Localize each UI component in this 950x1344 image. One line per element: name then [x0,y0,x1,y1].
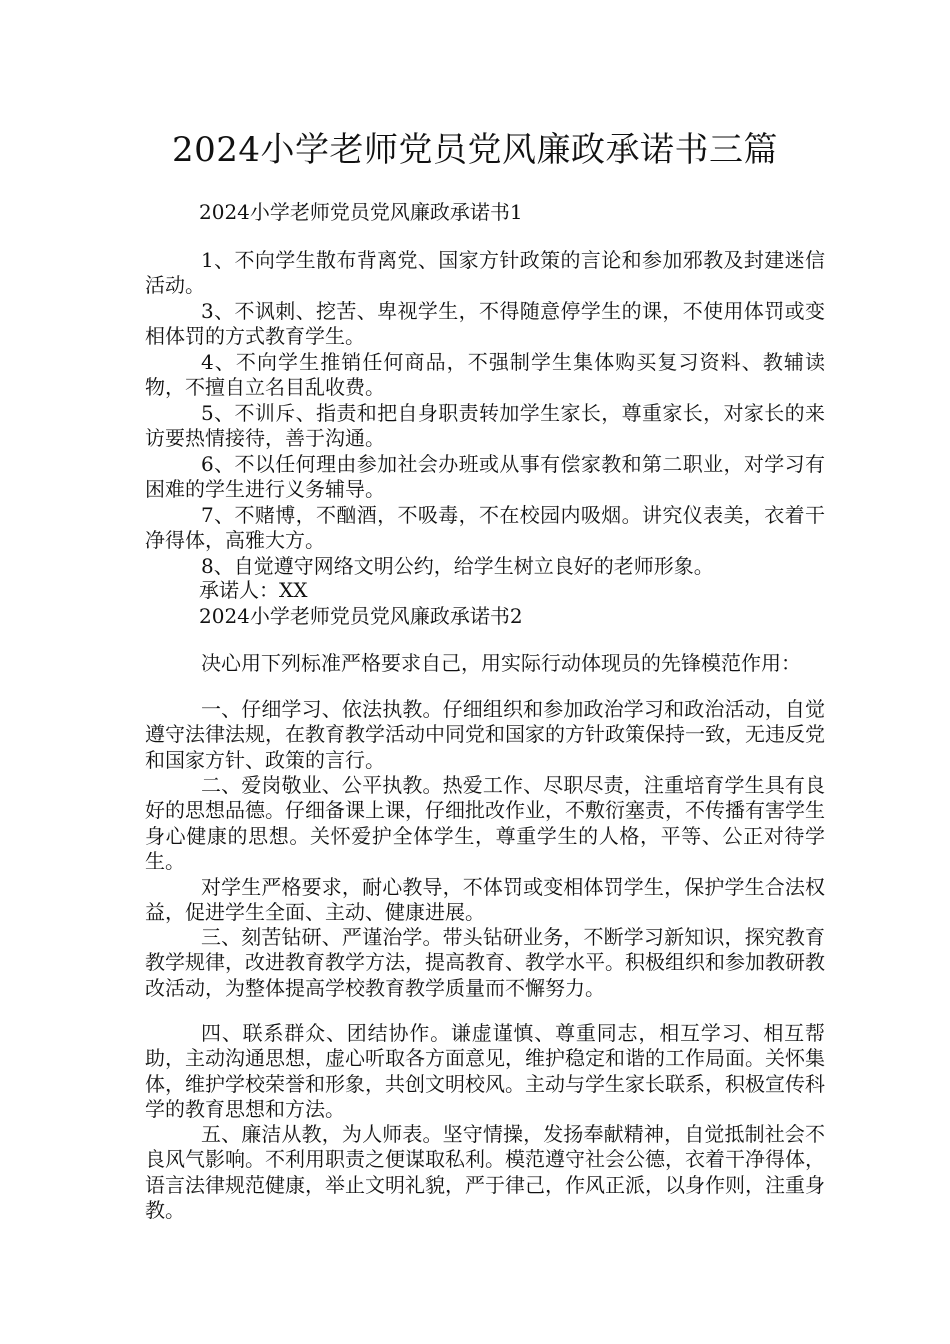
section2-point-4: 四、联系群众、团结协作。谦虚谨慎、尊重同志，相互学习、相互帮助，主动沟通思想，虚心听取各方面意见，维护稳定和谐的工作局面。关怀集体，维护学校荣誉和形象，共创文明校风。主动与学生家长联系，积极宣传科学的教育思想和方法。 [145,1021,825,1122]
section2-paragraph-students: 对学生严格要求，耐心教导，不体罚或变相体罚学生，保护学生合法权益，促进学生全面、主动、健康进展。 [145,875,825,925]
section2-point-5: 五、廉洁从教，为人师表。坚守情操，发扬奉献精神，自觉抵制社会不良风气影响。不利用职责之便谋取私利。模范遵守社会公德，衣着干净得体，语言法律规范健康，举止文明礼貌，严于律己，作风正派，以身作则，注重身教。 [145,1122,825,1223]
section1-heading: 2024小学老师党员党风廉政承诺书1 [199,200,523,224]
section2-point-3: 三、刻苦钻研、严谨治学。带头钻研业务，不断学习新知识，探究教育教学规律，改进教育教学方法，提高教育、教学水平。积极组织和参加教研教改活动，为整体提高学校教育教学质量而不懈努力。 [145,925,825,1000]
section2-heading: 2024小学老师党员党风廉政承诺书2 [199,604,523,628]
section1-item-7: 7、不赌博，不酗酒，不吸毒，不在校园内吸烟。讲究仪表美，衣着干净得体，高雅大方。 [145,503,825,553]
section1-item-1: 1、不向学生散布背离党、国家方针政策的言论和参加邪教及封建迷信活动。 [145,248,825,298]
section1-item-6: 6、不以任何理由参加社会办班或从事有偿家教和第二职业，对学习有困难的学生进行义务辅导。 [145,452,825,502]
section1-item-8: 8、自觉遵守网络文明公约，给学生树立良好的老师形象。 [201,554,714,578]
signer-line: 承诺人：XX [199,578,308,602]
section2-point-1: 一、仔细学习、依法执教。仔细组织和参加政治学习和政治活动，自觉遵守法律法规，在教育教学活动中同党和国家的方针政策保持一致，无违反党和国家方针、政策的言行。 [145,697,825,772]
section1-item-5: 5、不训斥、指责和把自身职责转加学生家长，尊重家长，对家长的来访要热情接待，善于沟通。 [145,401,825,451]
section1-item-4: 4、不向学生推销任何商品，不强制学生集体购买复习资料、教辅读物，不擅自立名目乱收费。 [145,350,825,400]
section2-intro: 决心用下列标准严格要求自己，用实际行动体现员的先锋模范作用： [201,651,801,675]
document-title: 2024小学老师党员党风廉政承诺书三篇 [171,130,779,170]
section2-point-2: 二、爱岗敬业、公平执教。热爱工作、尽职尽责，注重培育学生具有良好的思想品德。仔细备课上课，仔细批改作业，不敷衍塞责，不传播有害学生身心健康的思想。关怀爱护全体学生，尊重学生的人格，平等、公正对待学生。 [145,773,825,874]
section1-item-3: 3、不讽刺、挖苦、卑视学生，不得随意停学生的课，不使用体罚或变相体罚的方式教育学生。 [145,299,825,349]
